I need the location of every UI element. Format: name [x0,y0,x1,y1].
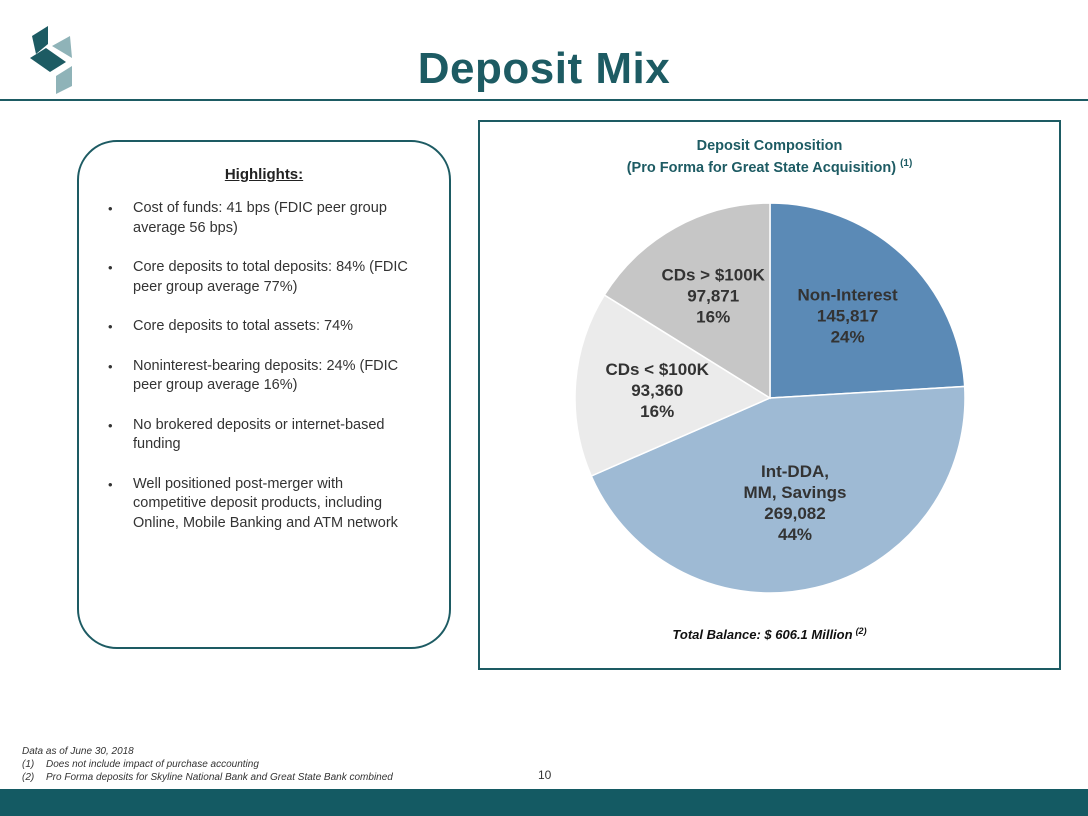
footer-bar [0,789,1088,816]
chart-panel [478,120,1061,670]
pie-slice-label: Int-DDA, MM, Savings 269,082 44% [743,461,847,544]
highlight-item: • Well positioned post-merger with competitive deposit products, including Online, Mobile Banking and ATM network [105,475,417,534]
highlight-item: • Cost of funds: 41 bps (FDIC peer group average 56 bps) [105,199,417,238]
data-as-of: Data as of June 30, 2018 [22,746,134,757]
footnote-text: Pro Forma deposits for Skyline National Bank and Great State Bank combined [46,772,393,783]
highlight-item: • Noninterest-bearing deposits: 24% (FDIC peer group average 16%) [105,357,417,396]
footnote-text: Does not include impact of purchase accounting [46,759,259,770]
page-number: 10 [538,768,552,782]
pie-chart [480,122,1059,668]
footnote-number: (1) [22,759,35,770]
pie-slice-label: CDs > $100K 97,871 16% [661,265,765,327]
footnote-number: (2) [22,772,35,783]
footnote-2 [22,771,393,784]
highlight-item: • Core deposits to total assets: 74% [105,317,417,337]
footnotes [22,745,393,784]
total-balance-text: Total Balance: $ 606.1 Million [672,627,853,642]
highlight-item: • No brokered deposits or internet-based funding [105,416,417,455]
highlights-panel [77,140,451,649]
total-balance [480,627,1059,642]
highlight-item: • Core deposits to total deposits: 84% (FDIC peer group average 77%) [105,258,417,297]
chart-subtitle-text: (Pro Forma for Great State Acquisition) [626,160,897,176]
total-balance-note: (2) [855,625,867,636]
title-divider [0,99,1088,101]
footnote-1 [22,758,393,771]
chart-subtitle-note: (1) [900,158,913,170]
chart-title: Deposit Composition [696,138,843,154]
highlights-list [105,199,417,553]
highlights-heading: Highlights: [224,166,304,183]
page-title: Deposit Mix [417,44,671,93]
pie-slice-label: Non-Interest 145,817 24% [797,285,898,347]
pie-slice-label: CDs < $100K 93,360 16% [605,359,709,421]
